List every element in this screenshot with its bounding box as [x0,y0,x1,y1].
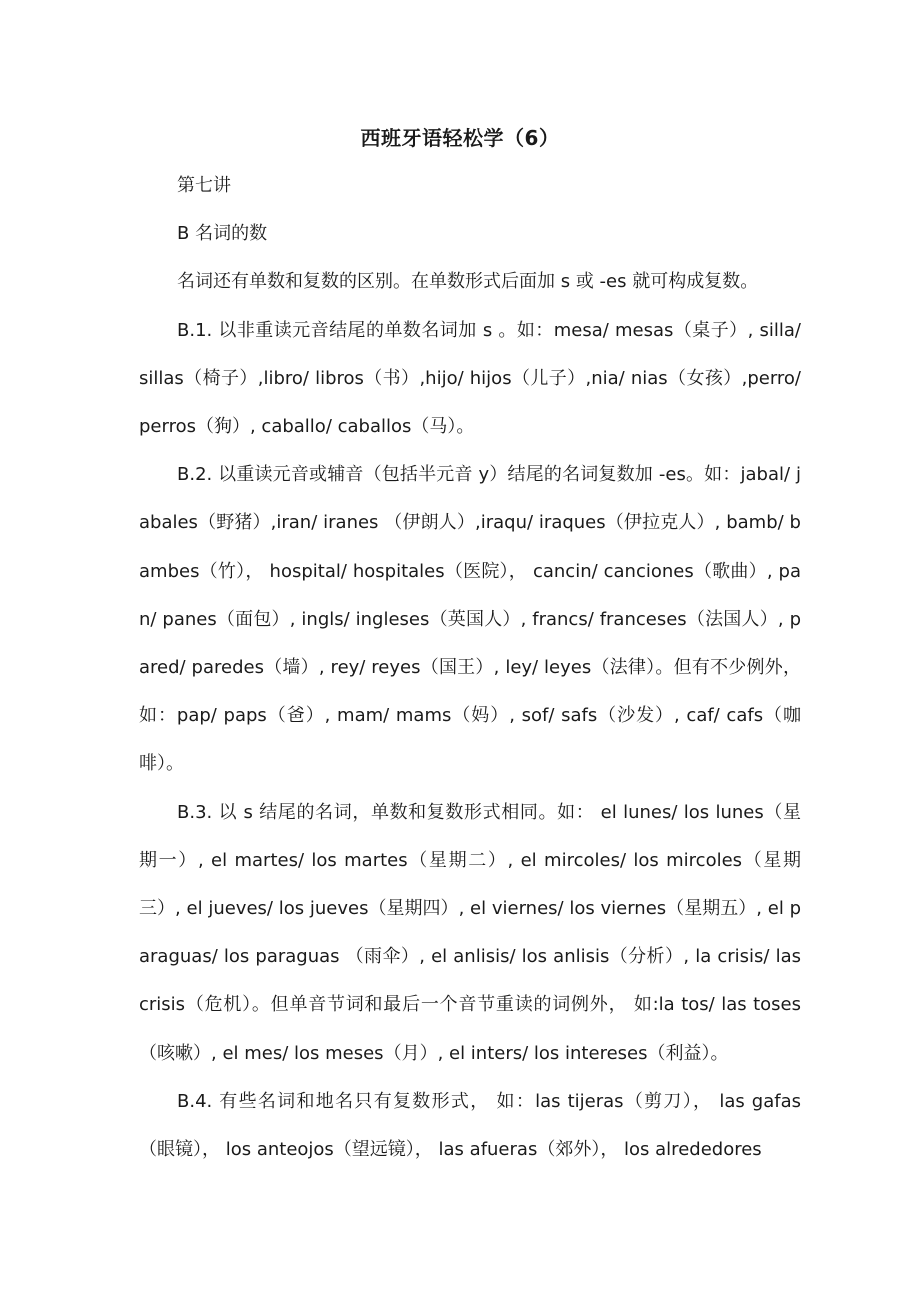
rule-b4-paragraph: B.4. 有些名词和地名只有复数形式， 如：las tijeras（剪刀）， las gafas（眼镜）， los anteojos（望远镜）， las afueras（郊外）， los alrededores [139,1090,801,1161]
intro-paragraph: 名词还有单数和复数的区别。在单数形式后面加 s 或 -es 就可构成复数。 [177,271,759,293]
document-body [139,162,801,1174]
lecture-heading: 第七讲 [177,175,231,196]
document-title: 西班牙语轻松学（6） [360,126,560,150]
rule-b1-paragraph: B.1. 以非重读元音结尾的单数名词加 s 。如：mesa/ mesas（桌子）, silla/ sillas（椅子）,libro/ libros（书）,hijo/ hijos（儿子）,nia/ nias（女孩）,perro/ perros（狗）, caballo/ caballos（马）。 [139,319,801,438]
rule-b2-paragraph: B.2. 以重读元音或辅音（包括半元音 y）结尾的名词复数加 -es。如：jabal/ jabales（野猪）,iran/ iranes （伊朗人）,iraqu/ iraques（伊拉克人）, bamb/ bambes（竹）， hospital/ hospitales（医院）， cancin/ canciones（歌曲）, pan/ panes（面包）, ingls/ ingleses（英国人）, francs/ franceses（法国人）, pared/ paredes（墙）, rey/ reyes（国王）, ley/ leyes（法律）。但有不少例外， 如：pap/ paps（爸）, mam/ mams（妈）, sof/ safs（沙发）, caf/ cafs（咖啡）。 [139,464,801,775]
section-heading: B 名词的数 [177,223,268,245]
rule-b3-paragraph: B.3. 以 s 结尾的名词，单数和复数形式相同。如： el lunes/ los lunes（星期一）, el martes/ los martes（星期二）, el mircoles/ los mircoles（星期三）, el jueves/ los jueves（星期四）, el viernes/ los viernes（星期五）, el paraguas/ los paraguas （雨伞）, el anlisis/ los anlisis（分析）, la crisis/ las crisis（危机）。但单音节词和最后一个音节重读的词例外， 如:la tos/ las toses（咳嗽）, el mes/ los meses（月）, el inters/ los intereses（利益）。 [139,801,801,1064]
